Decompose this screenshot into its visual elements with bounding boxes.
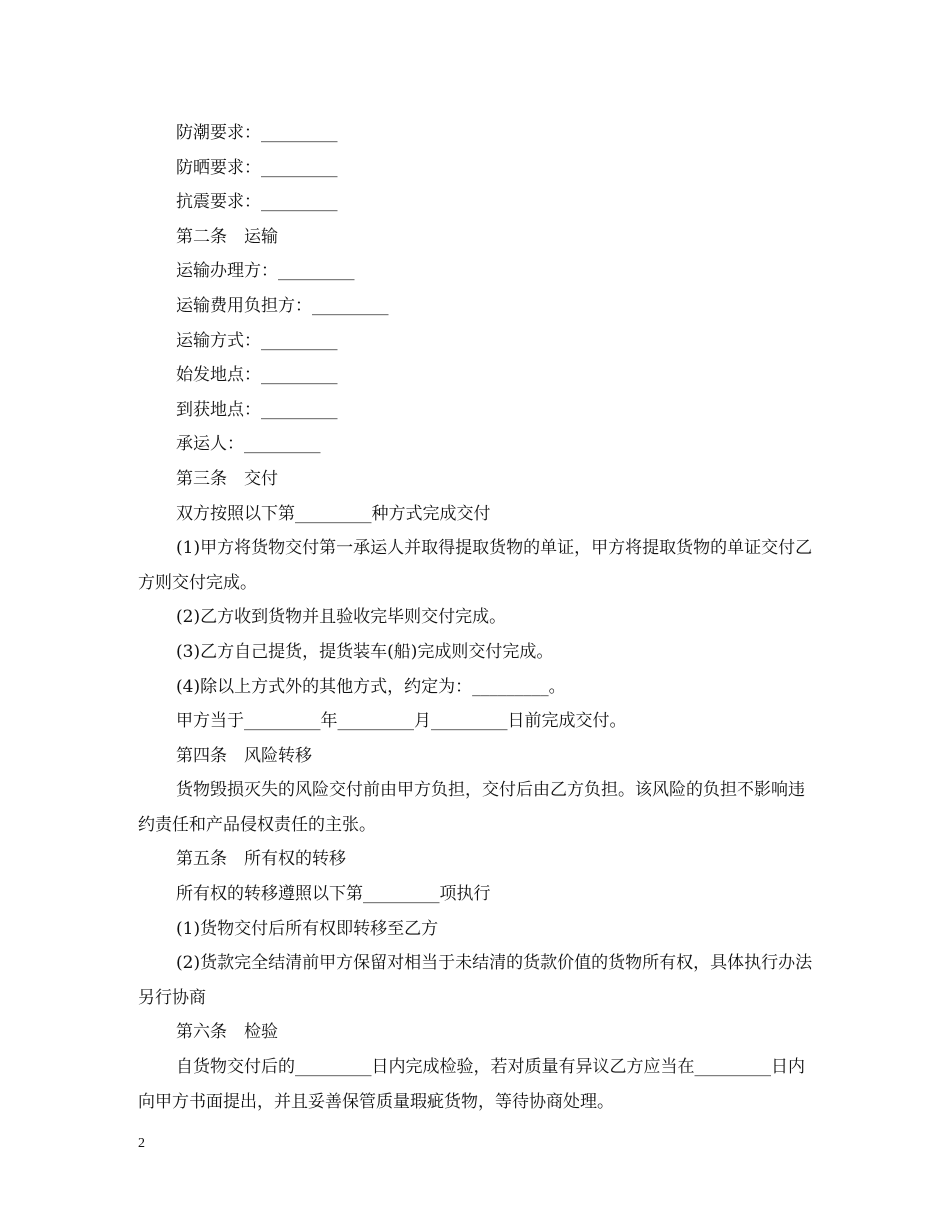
paragraph: (4)除以上方式外的其他方式，约定为：_________。: [176, 676, 566, 697]
paragraph: (3)乙方自己提货，提货装车(船)完成则交付完成。: [176, 641, 554, 662]
section-heading: 第二条 运输: [176, 226, 278, 247]
section-heading: 第六条 检验: [176, 1022, 278, 1043]
paragraph: 运输办理方：_________: [176, 261, 355, 282]
paragraph: 运输方式：_________: [176, 330, 338, 351]
section-heading: 第三条 交付: [176, 468, 278, 489]
paragraph: 自货物交付后的_________日内完成检验，若对质量有异议乙方应当在_________日内向甲方书面提出，并且妥善保管质量瑕疵货物，等待协商处理。: [138, 1057, 805, 1112]
paragraph: (1)货物交付后所有权即转移至乙方: [176, 918, 439, 939]
paragraph: (2)货款完全结清前甲方保留对相当于未结清的货款价值的货物所有权，具体执行办法另行协商: [138, 953, 813, 1008]
paragraph: 到获地点：_________: [176, 399, 338, 420]
paragraph: (1)甲方将货物交付第一承运人并取得提取货物的单证，甲方将提取货物的单证交付乙方则交付完成。: [138, 538, 813, 593]
paragraph: 货物毁损灭失的风险交付前由甲方负担，交付后由乙方负担。该风险的负担不影响违约责任和产品侵权责任的主张。: [138, 780, 805, 835]
paragraph: 双方按照以下第_________种方式完成交付: [176, 503, 491, 524]
paragraph: 甲方当于_________年_________月_________日前完成交付。: [176, 711, 627, 732]
document-body: [138, 116, 814, 1119]
section-heading: 第四条 风险转移: [176, 745, 312, 766]
paragraph: 承运人：_________: [176, 434, 321, 455]
paragraph: 始发地点：_________: [176, 365, 338, 386]
paragraph: 抗震要求：_________: [176, 192, 338, 213]
paragraph: (2)乙方收到货物并且验收完毕则交付完成。: [176, 607, 507, 628]
page-number: 2: [138, 1136, 145, 1151]
paragraph: 所有权的转移遵照以下第_________项执行: [176, 884, 491, 905]
paragraph: 防晒要求：_________: [176, 157, 338, 178]
paragraph: 防潮要求：_________: [176, 123, 338, 143]
paragraph: 运输费用负担方：_________: [176, 295, 389, 316]
section-heading: 第五条 所有权的转移: [176, 849, 346, 870]
